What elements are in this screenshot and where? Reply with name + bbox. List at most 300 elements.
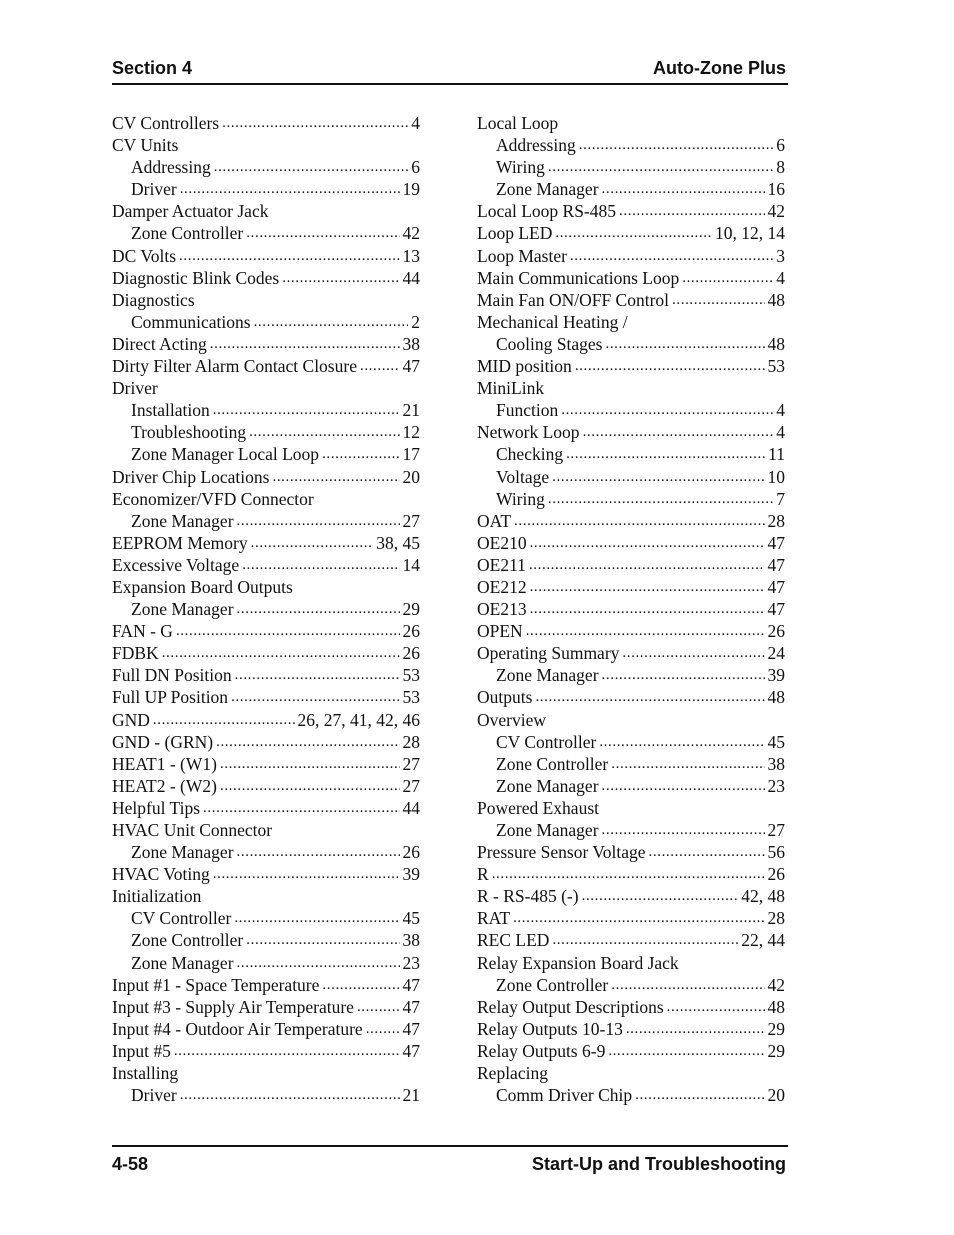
index-column-left	[112, 112, 420, 1106]
index-subentry	[112, 510, 420, 532]
entry-term: EEPROM Memory	[112, 532, 248, 553]
entry-term: Function	[496, 400, 559, 421]
index-entry	[112, 974, 420, 996]
index-entry	[477, 598, 785, 620]
dot-leader	[360, 355, 400, 377]
entry-term: OE213	[477, 599, 527, 620]
index-subentry	[477, 399, 785, 421]
index-entry	[477, 996, 785, 1018]
dot-leader	[649, 841, 765, 863]
index-subentry	[477, 156, 785, 178]
entry-page-numbers: 4	[776, 400, 785, 421]
entry-page-numbers: 38	[402, 333, 420, 354]
entry-page-numbers: 23	[767, 775, 785, 796]
entry-page-numbers: 47	[402, 356, 420, 377]
dot-leader	[672, 289, 764, 311]
index-subentry	[477, 466, 785, 488]
index-entry	[112, 664, 420, 686]
entry-term: Main Fan ON/OFF Control	[477, 289, 670, 310]
index-entry	[477, 355, 785, 377]
entry-page-numbers: 22, 44	[741, 930, 785, 951]
entry-term: R - RS-485 (-)	[477, 886, 579, 907]
entry-page-numbers: 26	[402, 643, 420, 664]
dot-leader	[214, 156, 409, 178]
entry-term: Zone Manager	[496, 820, 599, 840]
index-entry	[112, 355, 420, 377]
entry-term: Local Loop	[477, 113, 559, 133]
footer-rule	[112, 1145, 788, 1147]
index-entry	[112, 797, 420, 819]
entry-term: Diagnostics	[112, 289, 195, 310]
entry-term: RAT	[477, 908, 511, 929]
entry-term: Mechanical Heating /	[477, 311, 628, 332]
index-subentry	[112, 399, 420, 421]
dot-leader	[235, 664, 400, 686]
entry-term: Loop Master	[477, 245, 567, 266]
page-number: 4-58	[112, 1154, 149, 1174]
entry-page-numbers: 47	[402, 996, 420, 1017]
dot-leader	[552, 929, 738, 951]
index-entry	[112, 134, 420, 156]
entry-page-numbers: 27	[402, 775, 420, 796]
entry-page-numbers: 47	[767, 532, 785, 553]
entry-term: Full UP Position	[112, 687, 229, 708]
index-subentry	[477, 134, 785, 156]
index-subentry	[477, 178, 785, 200]
entry-page-numbers: 45	[402, 908, 420, 929]
entry-term: Input #5	[112, 1040, 171, 1061]
index-subentry	[477, 333, 785, 355]
entry-term: Relay Outputs 6-9	[477, 1040, 606, 1061]
entry-term: OE211	[477, 554, 526, 575]
entry-term: Zone Manager	[496, 179, 599, 200]
entry-page-numbers: 4	[776, 267, 785, 288]
index-subentry	[477, 775, 785, 797]
entry-page-numbers: 53	[402, 665, 420, 686]
entry-term: OPEN	[477, 621, 523, 642]
dot-leader	[237, 952, 400, 974]
entry-term: Diagnostic Blink Codes	[112, 267, 280, 288]
entry-page-numbers: 48	[767, 687, 785, 708]
entry-page-numbers: 29	[402, 599, 420, 620]
entry-page-numbers: 38, 45	[376, 532, 420, 553]
entry-term: Cooling Stages	[496, 333, 603, 354]
index-entry	[477, 245, 785, 267]
index-entry	[112, 245, 420, 267]
entry-term: Full DN Position	[112, 665, 232, 686]
entry-page-numbers: 10, 12, 14	[715, 223, 785, 244]
entry-page-numbers: 6	[776, 135, 785, 156]
index-entry	[112, 620, 420, 642]
entry-term: Powered Exhaust	[477, 797, 599, 818]
dot-leader	[561, 399, 773, 421]
entry-page-numbers: 17	[402, 444, 420, 465]
index-entry	[112, 819, 420, 841]
entry-page-numbers: 48	[767, 333, 785, 354]
entry-page-numbers: 3	[776, 245, 785, 266]
entry-term: Zone Manager Local Loop	[131, 444, 320, 465]
dot-leader	[162, 642, 400, 664]
entry-page-numbers: 42	[767, 201, 785, 222]
dot-leader	[530, 576, 765, 598]
entry-page-numbers: 44	[402, 797, 420, 818]
entry-term: GND - (GRN)	[112, 731, 214, 752]
entry-term: Economizer/VFD Connector	[112, 488, 314, 509]
index-subentry	[112, 443, 420, 465]
entry-page-numbers: 53	[402, 687, 420, 708]
entry-page-numbers: 39	[402, 864, 420, 885]
entry-term: Addressing	[496, 135, 576, 156]
entry-page-numbers: 10	[767, 466, 785, 487]
entry-page-numbers: 16	[767, 179, 785, 200]
dot-leader	[611, 974, 764, 996]
index-entry	[112, 200, 420, 222]
dot-leader	[366, 1018, 400, 1040]
dot-leader	[513, 907, 764, 929]
entry-term: Dirty Filter Alarm Contact Closure	[112, 356, 357, 377]
entry-term: Zone Controller	[131, 930, 244, 951]
index-entry	[112, 554, 420, 576]
dot-leader	[605, 333, 764, 355]
entry-term: Zone Manager	[496, 775, 599, 796]
dot-leader	[176, 620, 400, 642]
entry-term: Zone Manager	[131, 952, 234, 973]
entry-page-numbers: 26, 27, 41, 42, 46	[297, 709, 420, 730]
entry-page-numbers: 4	[411, 113, 420, 133]
dot-leader	[179, 245, 399, 267]
entry-page-numbers: 27	[767, 820, 785, 840]
dot-leader	[579, 134, 774, 156]
entry-term: Zone Manager	[131, 842, 234, 863]
entry-term: FDBK	[112, 643, 159, 664]
index-entry	[112, 686, 420, 708]
dot-leader	[530, 532, 765, 554]
dot-leader	[626, 1018, 765, 1040]
entry-term: HEAT1 - (W1)	[112, 753, 217, 774]
dot-leader	[231, 686, 399, 708]
entry-page-numbers: 47	[767, 554, 785, 575]
entry-term: Initialization	[112, 886, 202, 907]
dot-leader	[622, 642, 764, 664]
entry-page-numbers: 29	[767, 1018, 785, 1039]
entry-page-numbers: 4	[776, 422, 785, 443]
index-subentry	[112, 421, 420, 443]
entry-term: OE210	[477, 532, 527, 553]
index-entry	[477, 222, 785, 244]
dot-leader	[180, 178, 400, 200]
entry-term: Overview	[477, 709, 547, 730]
entry-page-numbers: 48	[767, 289, 785, 310]
dot-leader	[602, 178, 765, 200]
dot-leader	[611, 753, 764, 775]
entry-term: CV Controller	[131, 908, 232, 929]
index-subentry	[477, 488, 785, 510]
dot-leader	[272, 466, 399, 488]
dot-leader	[529, 554, 765, 576]
section-label: Section 4	[112, 58, 193, 78]
entry-term: MiniLink	[477, 378, 545, 399]
index-entry	[477, 532, 785, 554]
dot-leader	[322, 443, 399, 465]
dot-leader	[246, 222, 399, 244]
entry-page-numbers: 21	[402, 1085, 420, 1106]
dot-leader	[237, 841, 400, 863]
dot-leader	[492, 863, 765, 885]
index-entry	[477, 709, 785, 731]
index-entry	[477, 1018, 785, 1040]
dot-leader	[220, 775, 400, 797]
entry-term: Helpful Tips	[112, 797, 201, 818]
entry-page-numbers: 8	[776, 157, 785, 178]
entry-term: Wiring	[496, 488, 545, 509]
dot-leader	[635, 1084, 764, 1106]
dot-leader	[548, 488, 773, 510]
dot-leader	[682, 267, 773, 289]
index-entry	[112, 731, 420, 753]
entry-term: Zone Manager	[496, 665, 599, 686]
entry-page-numbers: 21	[402, 400, 420, 421]
index-subentry	[112, 952, 420, 974]
entry-page-numbers: 47	[767, 599, 785, 620]
index-entry	[112, 885, 420, 907]
index-entry	[112, 642, 420, 664]
entry-term: Operating Summary	[477, 643, 620, 664]
entry-term: Relay Output Descriptions	[477, 996, 664, 1017]
entry-page-numbers: 28	[767, 908, 785, 929]
dot-leader	[242, 554, 399, 576]
entry-page-numbers: 47	[767, 576, 785, 597]
index-entry	[477, 289, 785, 311]
entry-term: Driver	[131, 1085, 177, 1106]
entry-page-numbers: 24	[767, 643, 785, 664]
entry-page-numbers: 28	[402, 731, 420, 752]
index-entry	[477, 907, 785, 929]
dot-leader	[220, 753, 400, 775]
dot-leader	[222, 112, 408, 134]
dot-leader	[548, 156, 773, 178]
entry-term: OE212	[477, 576, 527, 597]
index-entry	[477, 377, 785, 399]
entry-page-numbers: 6	[411, 157, 420, 178]
entry-term: GND	[112, 709, 150, 730]
index-entry	[112, 996, 420, 1018]
index-entry	[477, 576, 785, 598]
entry-term: Relay Outputs 10-13	[477, 1018, 623, 1039]
dot-leader	[552, 466, 764, 488]
entry-term: Excessive Voltage	[112, 554, 240, 575]
dot-leader	[555, 222, 712, 244]
entry-page-numbers: 26	[402, 842, 420, 863]
index-entry	[477, 1040, 785, 1062]
entry-page-numbers: 26	[767, 621, 785, 642]
index-entry	[112, 1062, 420, 1084]
entry-term: CV Units	[112, 135, 179, 156]
entry-page-numbers: 11	[768, 444, 785, 465]
entry-term: Zone Controller	[496, 753, 609, 774]
dot-leader	[251, 532, 374, 554]
entry-term: Replacing	[477, 1063, 548, 1084]
index-entry	[112, 709, 420, 731]
index-subentry	[112, 907, 420, 929]
dot-leader	[619, 200, 764, 222]
entry-page-numbers: 48	[767, 996, 785, 1017]
dot-leader	[254, 311, 409, 333]
entry-term: Main Communications Loop	[477, 267, 680, 288]
index-subentry	[477, 443, 785, 465]
entry-term: Damper Actuator Jack	[112, 201, 269, 222]
entry-page-numbers: 47	[402, 1040, 420, 1061]
index-entry	[112, 112, 420, 134]
entry-term: Input #4 - Outdoor Air Temperature	[112, 1018, 363, 1039]
index-entry	[477, 797, 785, 819]
entry-term: HVAC Unit Connector	[112, 820, 273, 840]
index-entry	[477, 267, 785, 289]
index-entry	[112, 377, 420, 399]
index-entry	[477, 510, 785, 532]
entry-term: Relay Expansion Board Jack	[477, 952, 679, 973]
index-entry	[477, 885, 785, 907]
index-subentry	[477, 1084, 785, 1106]
entry-term: Troubleshooting	[131, 422, 247, 443]
entry-page-numbers: 38	[402, 930, 420, 951]
dot-leader	[174, 1040, 400, 1062]
chapter-title: Start-Up and Troubleshooting	[532, 1154, 786, 1174]
entry-term: Wiring	[496, 157, 545, 178]
entry-page-numbers: 47	[402, 974, 420, 995]
entry-term: Zone Manager	[131, 599, 234, 620]
entry-term: R	[477, 864, 489, 885]
dot-leader	[608, 1040, 764, 1062]
entry-term: Zone Manager	[131, 510, 234, 531]
dot-leader	[602, 819, 765, 841]
index-entry	[112, 753, 420, 775]
entry-page-numbers: 47	[402, 1018, 420, 1039]
dot-leader	[566, 443, 765, 465]
header-rule	[112, 83, 788, 85]
index-subentry	[112, 178, 420, 200]
entry-page-numbers: 23	[402, 952, 420, 973]
index-subentry	[477, 753, 785, 775]
entry-page-numbers: 20	[402, 466, 420, 487]
entry-page-numbers: 44	[402, 267, 420, 288]
index-entry	[477, 1062, 785, 1084]
index-column-right	[477, 112, 785, 1106]
dot-leader	[514, 510, 764, 532]
entry-term: Addressing	[131, 157, 211, 178]
index-entry	[477, 311, 785, 333]
entry-term: Checking	[496, 444, 564, 465]
dot-leader	[526, 620, 765, 642]
entry-term: Installing	[112, 1063, 179, 1084]
index-entry	[112, 1040, 420, 1062]
entry-term: Zone Controller	[131, 223, 244, 244]
entry-page-numbers: 38	[767, 753, 785, 774]
entry-term: Network Loop	[477, 422, 580, 443]
entry-page-numbers: 20	[767, 1085, 785, 1106]
entry-page-numbers: 28	[767, 510, 785, 531]
dot-leader	[357, 996, 400, 1018]
entry-term: DC Volts	[112, 245, 177, 266]
index-entry	[477, 929, 785, 951]
dot-leader	[234, 907, 399, 929]
index-entry	[112, 466, 420, 488]
entry-term: Outputs	[477, 687, 533, 708]
dot-leader	[213, 863, 400, 885]
index-subentry	[112, 929, 420, 951]
entry-term: FAN - G	[112, 621, 173, 642]
entry-page-numbers: 13	[402, 245, 420, 266]
index-entry	[477, 620, 785, 642]
dot-leader	[216, 731, 399, 753]
entry-page-numbers: 27	[402, 753, 420, 774]
entry-page-numbers: 42	[767, 974, 785, 995]
index-entry	[112, 576, 420, 598]
entry-term: Driver Chip Locations	[112, 466, 270, 487]
entry-term: HEAT2 - (W2)	[112, 775, 217, 796]
dot-leader	[535, 686, 764, 708]
dot-leader	[599, 731, 764, 753]
index-entry	[112, 863, 420, 885]
entry-term: REC LED	[477, 930, 550, 951]
entry-page-numbers: 53	[767, 356, 785, 377]
dot-leader	[530, 598, 765, 620]
entry-term: Input #3 - Supply Air Temperature	[112, 996, 354, 1017]
dot-leader	[582, 885, 739, 907]
entry-page-numbers: 7	[776, 488, 785, 509]
entry-term: CV Controller	[496, 731, 597, 752]
index-entry	[477, 841, 785, 863]
index-subentry	[112, 1084, 420, 1106]
dot-leader	[213, 399, 400, 421]
index-subentry	[112, 156, 420, 178]
index-entry	[112, 267, 420, 289]
dot-leader	[602, 664, 765, 686]
manual-title: Auto-Zone Plus	[653, 58, 786, 78]
index-entry	[477, 200, 785, 222]
index-entry	[112, 532, 420, 554]
entry-page-numbers: 39	[767, 665, 785, 686]
dot-leader	[282, 267, 399, 289]
entry-term: Loop LED	[477, 223, 553, 244]
entry-page-numbers: 26	[402, 621, 420, 642]
index-entry	[477, 554, 785, 576]
dot-leader	[575, 355, 765, 377]
index-entry	[477, 863, 785, 885]
index-entry	[112, 333, 420, 355]
dot-leader	[153, 709, 295, 731]
index-subentry	[112, 222, 420, 244]
index-entry	[112, 1018, 420, 1040]
index-subentry	[477, 664, 785, 686]
entry-term: CV Controllers	[112, 113, 220, 133]
dot-leader	[583, 421, 774, 443]
index-entry	[112, 488, 420, 510]
entry-term: Pressure Sensor Voltage	[477, 842, 646, 863]
dot-leader	[246, 929, 399, 951]
index-entry	[477, 112, 785, 134]
index-entry	[477, 686, 785, 708]
dot-leader	[667, 996, 765, 1018]
index-subentry	[112, 598, 420, 620]
entry-term: Installation	[131, 400, 210, 421]
entry-term: Voltage	[496, 466, 550, 487]
entry-page-numbers: 2	[411, 311, 420, 332]
index-entry	[477, 421, 785, 443]
index-subentry	[477, 974, 785, 996]
dot-leader	[249, 421, 399, 443]
entry-page-numbers: 19	[402, 179, 420, 200]
entry-term: Input #1 - Space Temperature	[112, 974, 320, 995]
